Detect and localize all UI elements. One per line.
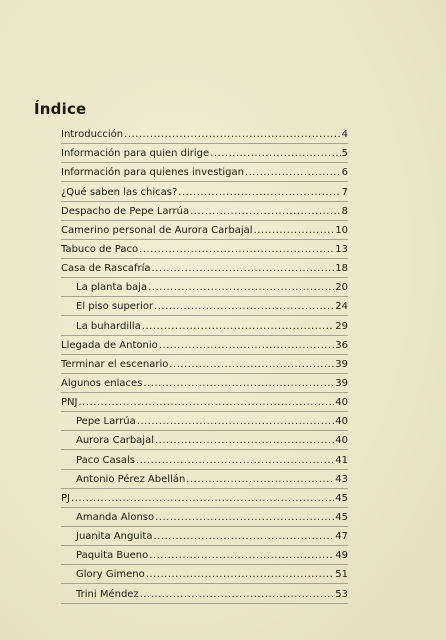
toc-entry-title: Amanda Alonso	[76, 511, 155, 523]
toc-entry-page: 51	[335, 569, 348, 581]
toc-subentry	[61, 431, 348, 450]
toc-entry-page: 7	[341, 186, 348, 198]
toc-entry	[61, 144, 348, 163]
toc-entry-title: Información para quienes investigan	[61, 167, 244, 179]
toc-entry	[61, 221, 348, 240]
dot-leader	[146, 569, 335, 581]
dot-leader	[124, 129, 340, 141]
dot-leader	[159, 340, 335, 352]
toc-entry-page: 29	[335, 320, 348, 332]
dot-leader	[136, 455, 334, 467]
dot-leader	[153, 531, 334, 543]
dot-leader	[139, 244, 334, 256]
toc-entry-page: 6	[341, 167, 348, 179]
toc-subentry	[61, 316, 348, 335]
toc-entry-page: 40	[335, 416, 348, 428]
toc-entry-page: 20	[335, 282, 348, 294]
toc-entry-title: Paco Casals	[76, 454, 135, 466]
toc-subentry	[61, 546, 348, 565]
toc-entry	[61, 374, 348, 393]
dot-leader	[154, 301, 334, 313]
toc-entry-page: 39	[335, 377, 348, 389]
toc-entry-page: 8	[341, 205, 348, 217]
dot-leader	[137, 416, 335, 428]
toc-heading: Índice	[34, 100, 87, 118]
dot-leader	[169, 359, 334, 371]
toc-entry-page: 13	[335, 243, 348, 255]
toc-entry-title: Terminar el escenario	[61, 358, 169, 370]
toc-entry-title: Aurora Carbajal	[76, 435, 154, 447]
toc-entry-title: Pepe Larrúa	[76, 416, 136, 428]
toc-subentry	[61, 508, 348, 527]
toc-entry-page: 4	[341, 129, 348, 141]
toc-subentry	[61, 527, 348, 546]
toc-entry	[61, 182, 348, 201]
toc-entry-page: 49	[335, 550, 348, 562]
toc-entry-title: PJ	[61, 492, 70, 504]
toc-entry-title: Algunos enlaces	[61, 377, 143, 389]
toc-entry-title: Camerino personal de Aurora Carbajal	[61, 224, 253, 236]
toc-entry-page: 5	[341, 148, 348, 160]
dot-leader	[148, 282, 334, 294]
toc-entry-title: PNJ	[61, 397, 78, 409]
dot-leader	[140, 589, 335, 601]
dot-leader	[186, 474, 334, 486]
dot-leader	[190, 206, 341, 218]
toc-entry-title: La planta baja	[76, 282, 148, 294]
dot-leader	[78, 397, 334, 409]
toc-entry-page: 45	[335, 492, 348, 504]
toc-entry-page: 24	[335, 301, 348, 313]
dot-leader	[143, 378, 334, 390]
toc-entry-title: Juanita Anguita	[76, 531, 153, 543]
toc-entry-page: 39	[335, 358, 348, 370]
toc-entry-page: 47	[335, 531, 348, 543]
dot-leader	[245, 167, 341, 179]
toc-entry-page: 45	[335, 511, 348, 523]
dot-leader	[71, 493, 334, 505]
toc-entry-page: 18	[335, 263, 348, 275]
toc-entry-title: La buhardilla	[76, 320, 141, 332]
dot-leader	[178, 187, 340, 199]
dot-leader	[254, 225, 335, 237]
toc-entry-page: 43	[335, 473, 348, 485]
toc-entry-title: Tabuco de Paco	[61, 243, 139, 255]
toc-entry-page: 40	[335, 435, 348, 447]
dot-leader	[155, 435, 334, 447]
toc-entry-page: 10	[335, 224, 348, 236]
dot-leader	[155, 512, 334, 524]
toc-entry-page: 53	[335, 588, 348, 600]
toc-entry	[61, 163, 348, 182]
toc-entry	[61, 336, 348, 355]
toc-subentry	[61, 584, 348, 603]
toc-subentry	[61, 565, 348, 584]
toc-entry-page: 36	[335, 339, 348, 351]
toc-entry-title: Introducción	[61, 129, 124, 141]
toc-entry	[61, 393, 348, 412]
toc-entry	[61, 259, 348, 278]
toc-entry-title: Despacho de Pepe Larrúa	[61, 205, 190, 217]
toc-entry	[61, 489, 348, 508]
toc-entry-title: Antonio Pérez Abellán	[76, 473, 186, 485]
toc-entry	[61, 240, 348, 259]
dot-leader	[149, 550, 334, 562]
toc-entry-page: 41	[335, 454, 348, 466]
toc-entry-page: 40	[335, 397, 348, 409]
toc-subentry	[61, 297, 348, 316]
toc-entry	[61, 125, 348, 144]
toc-entry-title: Trini Méndez	[76, 588, 139, 600]
toc-entry	[61, 202, 348, 221]
toc-entry-title: Paquita Bueno	[76, 550, 149, 562]
toc-subentry	[61, 412, 348, 431]
toc-entry-title: El piso superior	[76, 301, 154, 313]
dot-leader	[210, 148, 340, 160]
toc-subentry	[61, 470, 348, 489]
toc-entry-title: Glory Gimeno	[76, 569, 145, 581]
toc-entry-title: ¿Qué saben las chicas?	[61, 186, 178, 198]
toc-subentry	[61, 450, 348, 469]
toc-entry-title: Información para quien dirige	[61, 148, 210, 160]
toc-entry	[61, 355, 348, 374]
toc-subentry	[61, 278, 348, 297]
toc-entry-title: Llegada de Antonio	[61, 339, 158, 351]
dot-leader	[142, 321, 334, 333]
toc-entry-title: Casa de Rascafría	[61, 263, 151, 275]
table-of-contents	[61, 125, 348, 604]
dot-leader	[152, 263, 335, 275]
